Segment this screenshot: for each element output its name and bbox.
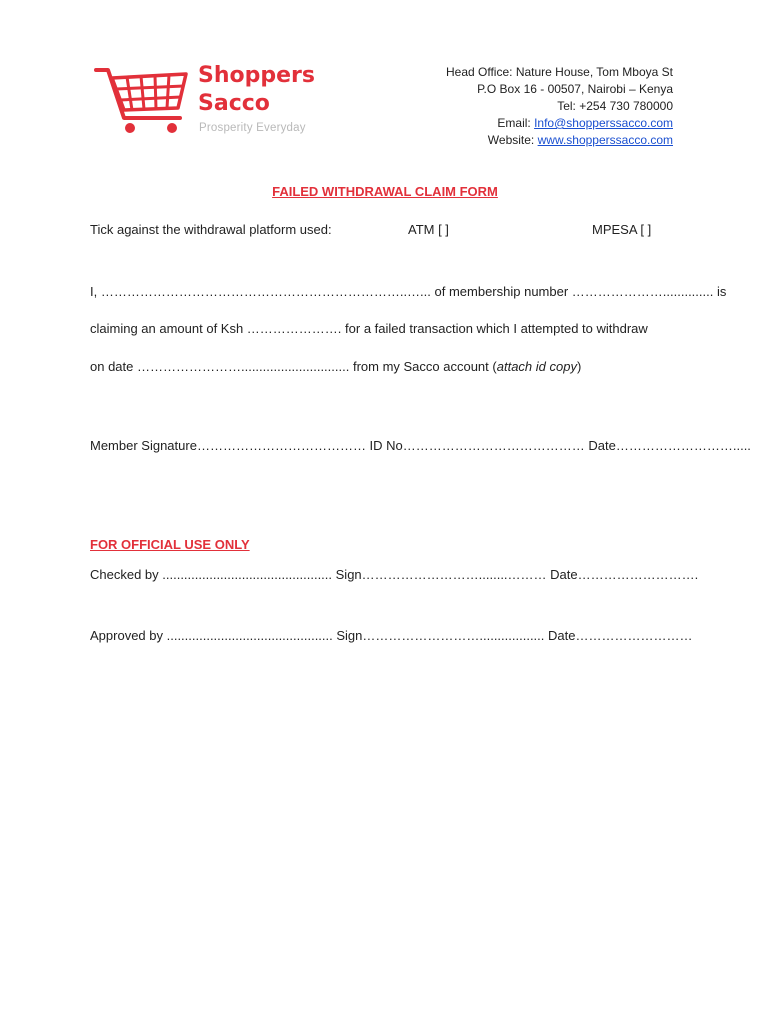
- brand-name: [198, 62, 315, 118]
- claim-paragraph-line1[interactable]: I, ……………………………………………………………..…... of membership number ………………….............. is: [90, 284, 727, 299]
- approved-by-line[interactable]: Approved by .............................................. Sign……………………….................. Date………………………: [90, 628, 693, 643]
- atm-checkbox[interactable]: ATM [ ]: [408, 222, 449, 237]
- sacco-logo: [94, 60, 334, 140]
- checked-by-line[interactable]: Checked by ............................................... Sign………………………........……… Date……………………….: [90, 567, 699, 582]
- attach-id-note: attach id copy: [496, 359, 577, 374]
- head-office-address: Head Office: Nature House, Tom Mboya St: [446, 65, 673, 79]
- po-box: P.O Box 16 - 00507, Nairobi – Kenya: [477, 82, 673, 96]
- website-row: [446, 132, 673, 149]
- email-link[interactable]: Info@shopperssacco.com: [534, 116, 673, 130]
- claim-line3-prefix: on date …………………….............................. from my Sacco account (: [90, 359, 497, 374]
- office-contact-block: [446, 64, 673, 149]
- claim-paragraph-line2[interactable]: claiming an amount of Ksh …………………. for a failed transaction which I attempted to withdraw: [90, 321, 648, 336]
- platform-tick-label: Tick against the withdrawal platform used:: [90, 222, 332, 237]
- shopping-cart-icon: [94, 60, 194, 140]
- email-label: Email:: [497, 116, 535, 130]
- website-link[interactable]: www.shopperssacco.com: [537, 133, 673, 147]
- brand-name-line2: Sacco: [198, 91, 270, 116]
- member-signature-line[interactable]: Member Signature………………………………… ID No…………………………………… Date……………………….....: [90, 438, 751, 453]
- brand-name-line1: Shoppers: [198, 63, 315, 88]
- website-label: Website:: [487, 133, 538, 147]
- mpesa-checkbox[interactable]: MPESA [ ]: [592, 222, 652, 237]
- claim-line3-suffix: ): [576, 359, 582, 374]
- official-use-heading: FOR OFFICIAL USE ONLY: [90, 537, 250, 552]
- telephone: Tel: +254 730 780000: [557, 99, 673, 113]
- claim-paragraph-line3[interactable]: [90, 359, 581, 374]
- form-title: FAILED WITHDRAWAL CLAIM FORM: [272, 184, 498, 199]
- brand-tagline: Prosperity Everyday: [199, 122, 306, 134]
- email-row: [446, 115, 673, 132]
